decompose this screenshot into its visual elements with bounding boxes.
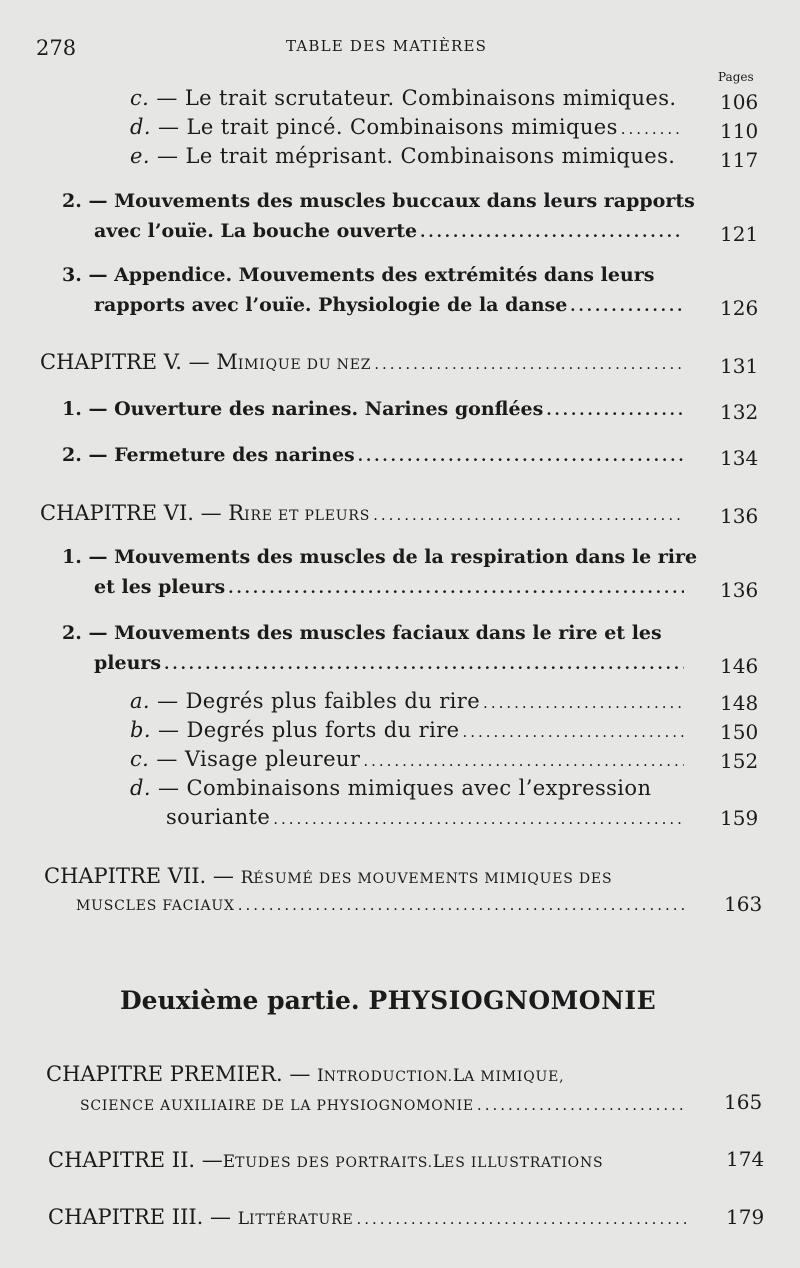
chapter-heading: CHAPITRE V. — M IMIQUE DU NEZ ..... — [40, 350, 688, 374]
page-ref: 148 — [720, 691, 759, 715]
page-ref: 150 — [720, 720, 759, 744]
page-ref: 131 — [720, 354, 759, 378]
page-ref: 146 — [720, 654, 759, 678]
page-ref: 179 — [726, 1205, 765, 1229]
page-ref: 174 — [726, 1147, 765, 1171]
page-ref: 117 — [720, 148, 759, 172]
toc-entry: MUSCLES FACIAUX ..... — [76, 896, 688, 914]
page-ref: 106 — [720, 90, 759, 114]
toc-entry: rapports avec l’ouïe. Physiologie de la danse ..... — [94, 294, 688, 316]
pages-column-label: Pages — [718, 70, 754, 84]
toc-entry: souriante ..... — [166, 805, 688, 829]
toc-entry: c. — Le trait scrutateur. Combinaisons mimiques. — [130, 86, 677, 110]
toc-entry-line1: 3. — Appendice. Mouvements des extrémités dans leurs — [62, 264, 655, 286]
toc-entry-line1: 2. — Mouvements des muscles buccaux dans leurs rapports — [62, 190, 695, 212]
toc-entry: c. — Visage pleureur ..... — [130, 747, 688, 771]
toc-entry: 2. — Fermeture des narines ..... — [62, 444, 688, 466]
toc-entry: SCIENCE AUXILIAIRE DE LA PHYSIOGNOMONIE ..... — [80, 1096, 688, 1114]
chapter-heading: CHAPITRE VII. — R ÉSUMÉ DES MOUVEMENTS MIMIQUES DES — [44, 864, 613, 888]
page-ref: 132 — [720, 400, 759, 424]
toc-entry-line1: d. — Combinaisons mimiques avec l’expression — [130, 776, 652, 800]
toc-entry-line1: 2. — Mouvements des muscles faciaux dans le rire et les — [62, 622, 662, 644]
toc-entry: avec l’ouïe. La bouche ouverte ..... — [94, 220, 688, 242]
chapter-heading: CHAPITRE PREMIER. — I NTRODUCTION. L A MIMIQUE, — [46, 1062, 565, 1086]
part-title — [120, 986, 656, 1015]
chapter-heading: CHAPITRE III. — L ITTÉRATURE ..... — [48, 1205, 690, 1229]
part-name: PHYSIOGNOMONIE — [368, 986, 657, 1015]
part-label: Deuxième partie. — [120, 986, 360, 1015]
toc-entry: et les pleurs ..... — [94, 576, 688, 598]
toc-entry: pleurs ..... — [94, 652, 688, 674]
chapter-heading: CHAPITRE II. — E TUDES DES PORTRAITS. L ES ILLUSTRATIONS — [48, 1148, 604, 1172]
page-number: 278 — [36, 36, 77, 60]
page-ref: 159 — [720, 806, 759, 830]
page-ref: 165 — [724, 1090, 763, 1114]
page-ref: 136 — [720, 578, 759, 602]
page-ref: 110 — [720, 119, 759, 143]
toc-entry: d. — Le trait pincé. Combinaisons mimiques ..... — [130, 115, 686, 139]
toc-entry: 1. — Ouverture des narines. Narines gonflées ..... — [62, 398, 688, 420]
running-title: TABLE DES MATIÈRES — [286, 37, 488, 55]
page-ref: 152 — [720, 749, 759, 773]
page-ref: 126 — [720, 296, 759, 320]
chapter-heading: CHAPITRE VI. — R IRE ET PLEURS ..... — [40, 501, 688, 525]
page-ref: 121 — [720, 222, 759, 246]
toc-entry: b. — Degrés plus forts du rire ..... — [130, 718, 688, 742]
page-ref: 136 — [720, 504, 759, 528]
toc-entry: e. — Le trait méprisant. Combinaisons mimiques. — [130, 144, 676, 168]
toc-entry: a. — Degrés plus faibles du rire ..... — [130, 689, 688, 713]
toc-entry-line1: 1. — Mouvements des muscles de la respiration dans le rire — [62, 546, 698, 568]
page-ref: 163 — [724, 892, 763, 916]
page-ref: 134 — [720, 446, 759, 470]
